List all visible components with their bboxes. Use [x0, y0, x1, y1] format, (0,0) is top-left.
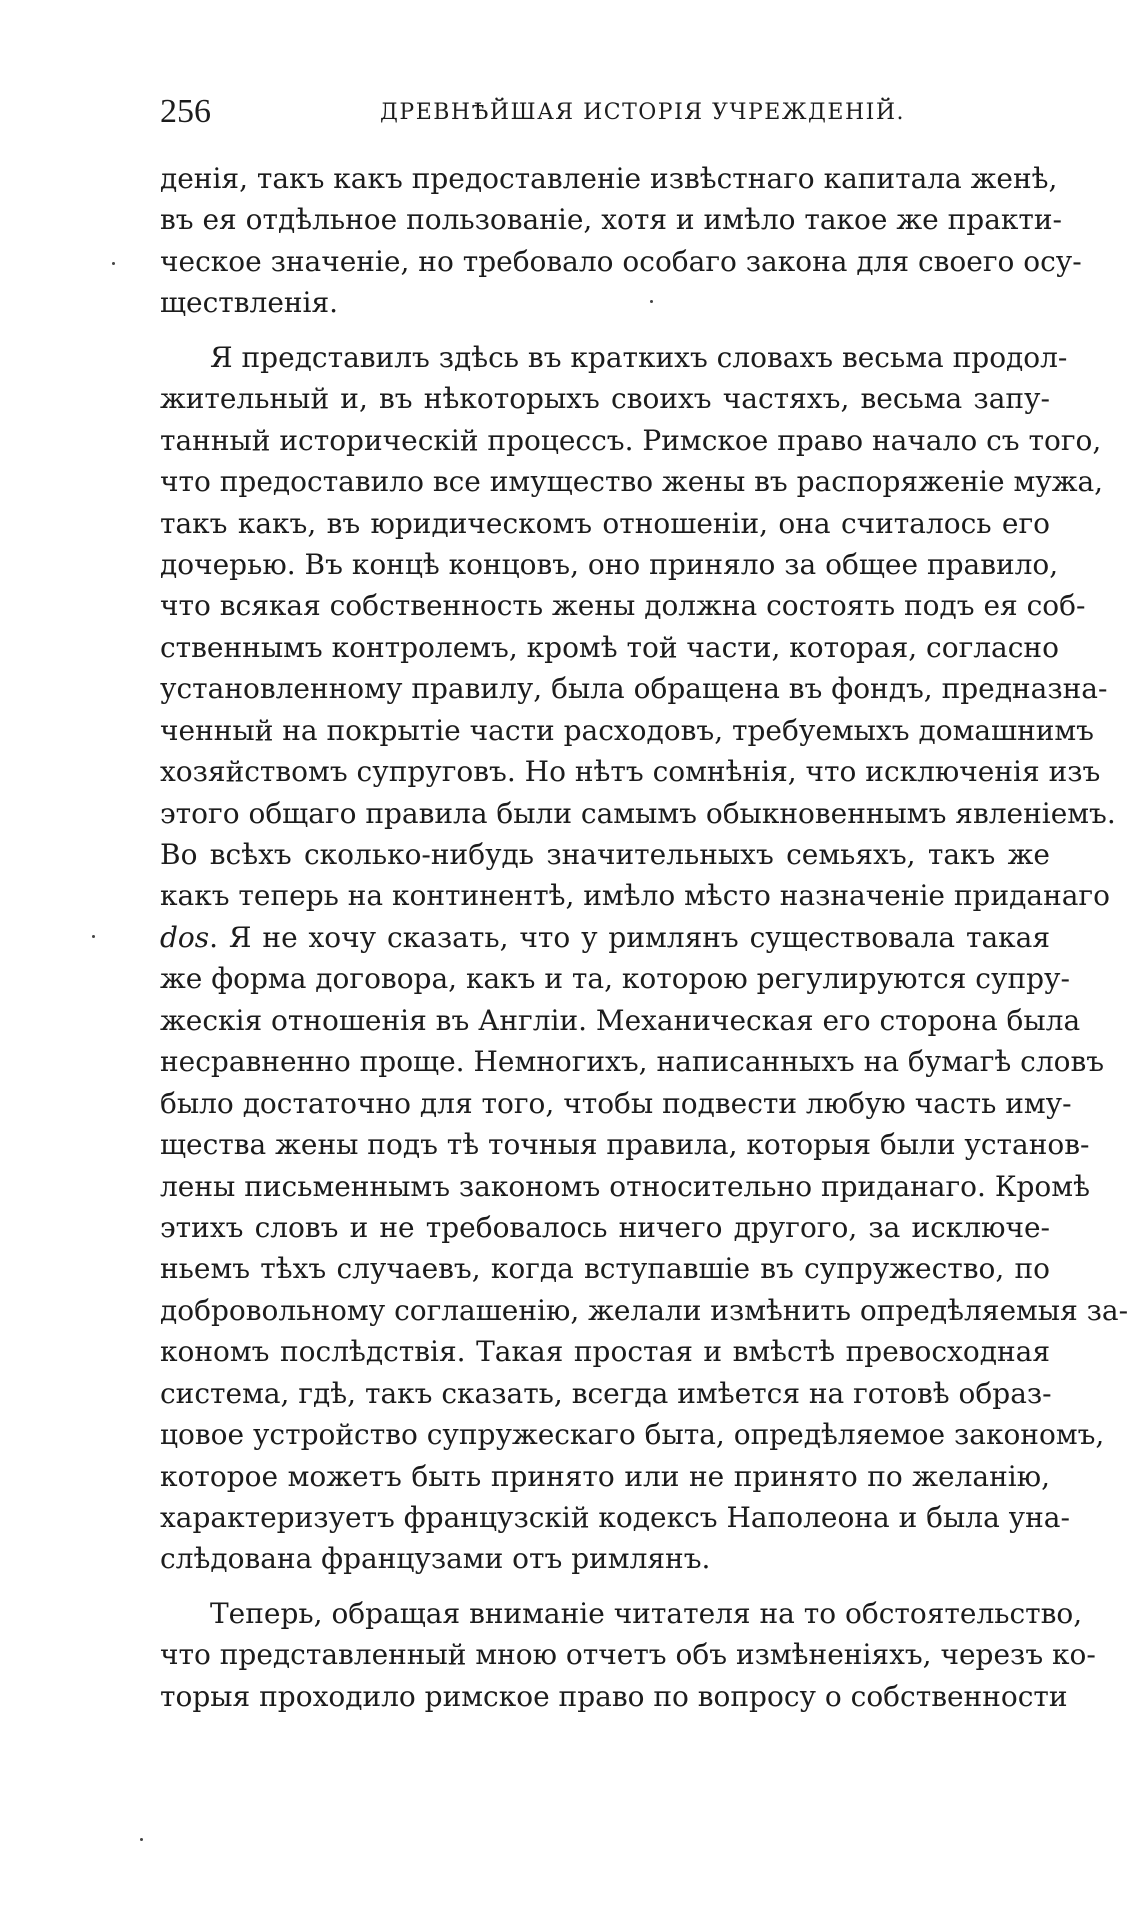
text-line: такъ какъ, въ юридическомъ отношеніи, она считалось его: [160, 506, 1050, 540]
page-number: 256: [160, 93, 211, 130]
scan-speck: [112, 262, 115, 265]
text-line: хозяйствомъ супруговъ. Но нѣтъ сомнѣнія, что исключенія изъ: [160, 755, 1101, 789]
text-line: Теперь, обращая вниманіе читателя на то обстоятельство,: [210, 1596, 1083, 1630]
text-line-dos: [160, 917, 1050, 958]
text-line: цовое устройство супружескаго быта, опредѣляемое закономъ,: [160, 1418, 1105, 1452]
text-line: щества жены подъ тѣ точныя правила, которыя были установ-: [160, 1128, 1090, 1162]
text-line: лены письменнымъ закономъ относительно приданаго. Кромѣ: [160, 1169, 1090, 1203]
text-line: ственнымъ контролемъ, кромѣ той части, которая, согласно: [160, 630, 1059, 664]
italic-word-dos: dos: [160, 920, 210, 954]
text-line: несравненно проще. Немногихъ, написанныхъ на бумагѣ словъ: [160, 1045, 1105, 1079]
text-line: торыя проходило римское право по вопросу о собственности: [160, 1679, 1068, 1713]
text-line: Я представилъ здѣсь въ краткихъ словахъ весьма продол-: [210, 340, 1068, 374]
text-line: жительный и, въ нѣкоторыхъ своихъ частяхъ, весьма запу-: [160, 382, 1050, 416]
text-line: танный историческій процессъ. Римское право начало съ того,: [160, 423, 1102, 457]
text-line: было достаточно для того, чтобы подвести любую часть иму-: [160, 1086, 1072, 1120]
text-line: Во всѣхъ сколько-нибудь значительныхъ семьяхъ, такъ же: [160, 838, 1050, 871]
text-line: ществленія.: [160, 286, 339, 320]
scan-speck: [650, 300, 653, 303]
scan-speck: [140, 1838, 143, 1841]
text-line: денія, такъ какъ предоставленіе извѣстнаго капитала женѣ,: [160, 162, 1058, 195]
text-line: которое можетъ быть принято или не принято по желанію,: [160, 1459, 1050, 1493]
page-header: [160, 92, 1050, 132]
text-line: слѣдована французами отъ римлянъ.: [160, 1542, 711, 1576]
text-line: добровольному соглашенію, желали измѣнить опредѣляемыя за-: [160, 1293, 1129, 1327]
running-head: ДРЕВНѢЙШАЯ ИСТОРІЯ УЧРЕЖДЕНІЙ.: [380, 100, 906, 125]
text-line: установленному правилу, была обращена въ фондъ, предназна-: [160, 672, 1108, 706]
text-line: жескія отношенія въ Англіи. Механическая его сторона была: [160, 1003, 1081, 1037]
text-line: въ ея отдѣльное пользованіе, хотя и имѣло такое же практи-: [160, 203, 1063, 237]
text-line: этихъ словъ и не требовалось ничего другого, за исключе-: [160, 1210, 1050, 1244]
text-line: ньемъ тѣхъ случаевъ, когда вступавшіе въ супружество, по: [160, 1252, 1050, 1286]
body-text: [160, 158, 1129, 1717]
text-line: какъ теперь на континентѣ, имѣло мѣсто назначеніе приданаго: [160, 879, 1110, 913]
text-line: же форма договора, какъ и та, которою регулируются супру-: [160, 962, 1070, 996]
text-line: система, гдѣ, такъ сказать, всегда имѣется на готовѣ образ-: [160, 1376, 1052, 1410]
text-line: что всякая собственность жены должна состоять подъ ея соб-: [160, 589, 1086, 623]
scan-speck: [92, 935, 95, 938]
text-line: дочерью. Въ концѣ концовъ, оно приняло за общее правило,: [160, 547, 1059, 581]
text-line: этого общаго правила были самымъ обыкновеннымъ явленіемъ.: [160, 796, 1116, 830]
text-line: ческое значеніе, но требовало особаго закона для своего осу-: [160, 244, 1082, 278]
text-line: ченный на покрытіе части расходовъ, требуемыхъ домашнимъ: [160, 713, 1094, 747]
dos-line-rest: . Я не хочу сказать, что у римлянъ существовала такая: [209, 920, 1050, 954]
text-line: кономъ послѣдствія. Такая простая и вмѣстѣ превосходная: [160, 1335, 1050, 1369]
text-line: характеризуетъ французскій кодексъ Наполеона и была уна-: [160, 1501, 1070, 1534]
text-line: что представленный мною отчетъ объ измѣненіяхъ, черезъ ко-: [160, 1638, 1096, 1672]
text-line: что предоставило все имущество жены въ распоряженіе мужа,: [160, 465, 1104, 499]
